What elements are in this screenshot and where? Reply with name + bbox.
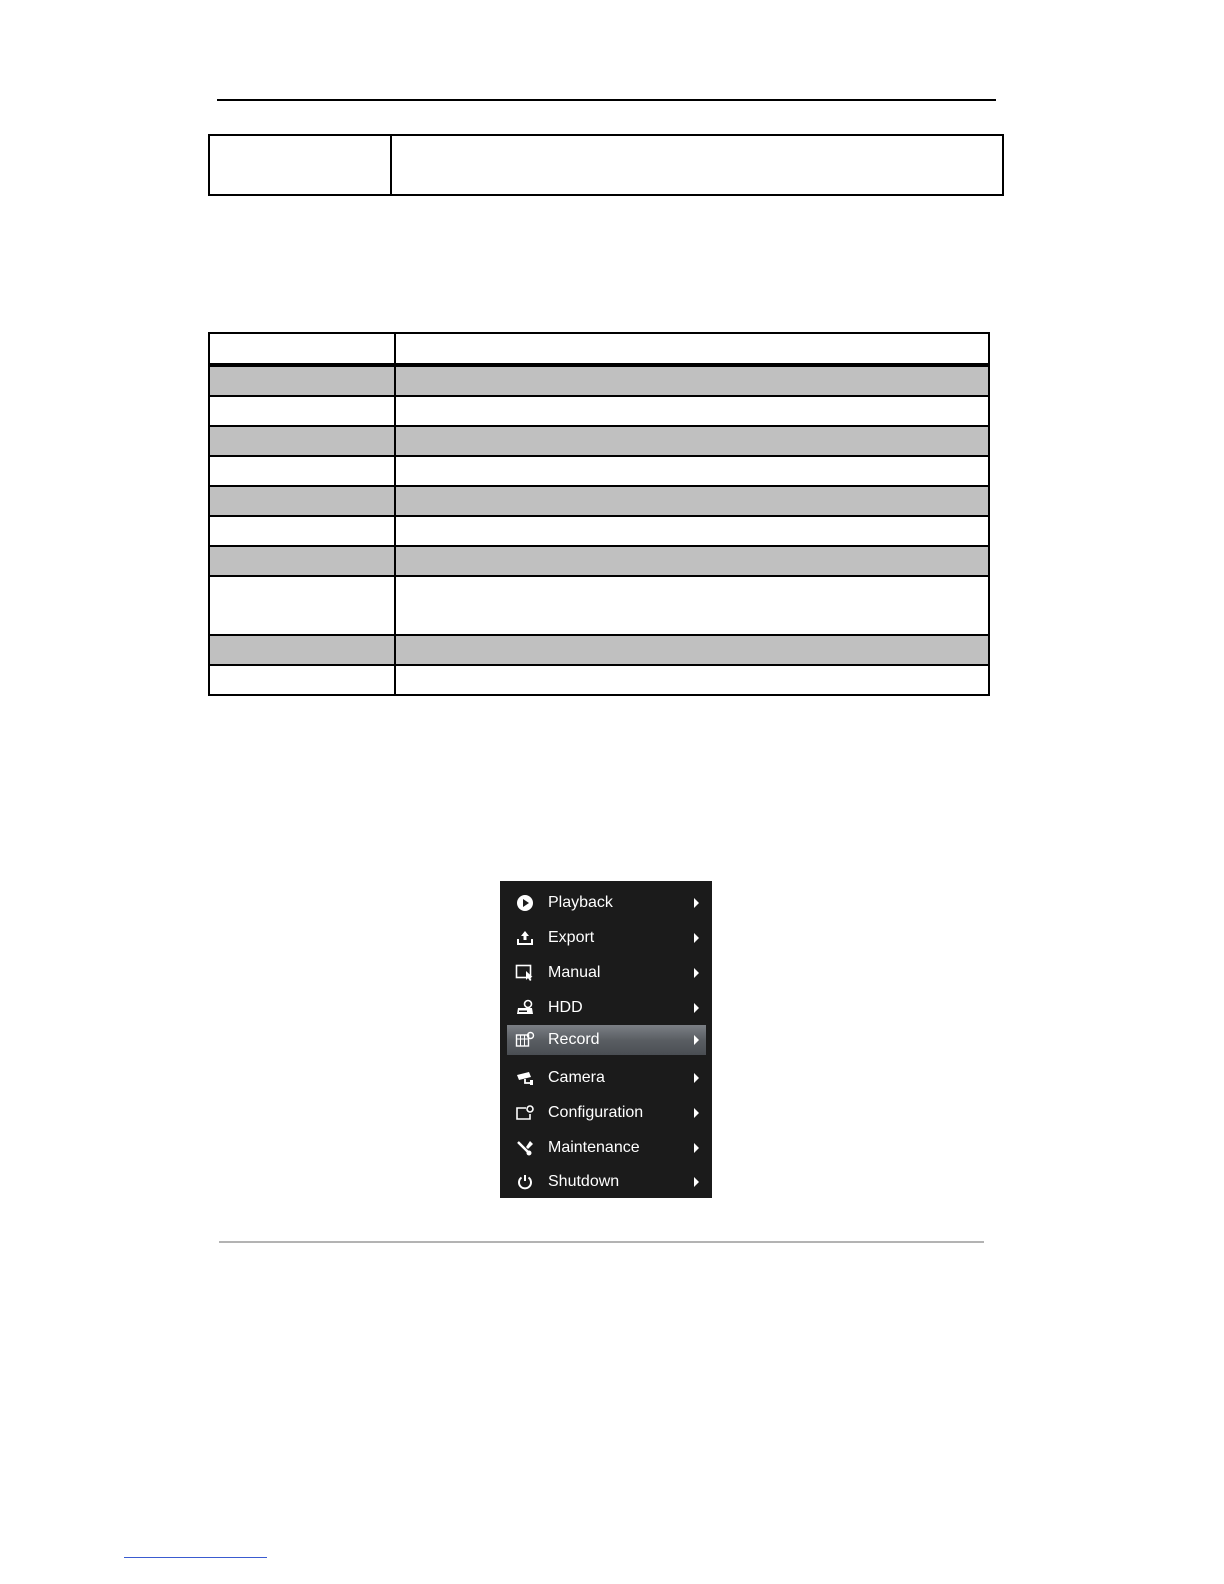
table-row [209, 665, 989, 695]
hdd-gear-icon [513, 998, 537, 1018]
chevron-right-icon [694, 1035, 699, 1045]
table-row [209, 396, 989, 426]
table-cell [395, 546, 989, 576]
top-table [208, 134, 1004, 196]
table-row [209, 365, 989, 396]
table-cell [395, 426, 989, 456]
table-cell [209, 396, 395, 426]
table-cell [209, 576, 395, 635]
table-header-row [209, 333, 989, 365]
menu-item-hdd[interactable] [507, 993, 706, 1023]
table-cell [209, 486, 395, 516]
menu-item-manual[interactable] [507, 958, 706, 988]
table-row [209, 546, 989, 576]
header-rule [217, 99, 996, 101]
upload-icon [513, 928, 537, 948]
main-menu [500, 881, 712, 1198]
table-cell [209, 546, 395, 576]
table-cell [395, 486, 989, 516]
table-cell [395, 635, 989, 665]
table-row [209, 456, 989, 486]
menu-item-label: Export [548, 929, 595, 946]
chevron-right-icon [694, 1073, 699, 1083]
play-circle-icon [513, 893, 537, 913]
chevron-right-icon [694, 1003, 699, 1013]
table-cell [395, 516, 989, 546]
table-cell [395, 576, 989, 635]
menu-item-label: Camera [548, 1069, 605, 1086]
main-table [208, 332, 990, 696]
table-cell [391, 135, 1003, 195]
manual-icon [513, 963, 537, 983]
table-cell [395, 396, 989, 426]
bottom-link-underline[interactable] [124, 1557, 267, 1558]
chevron-right-icon [694, 1143, 699, 1153]
configuration-icon [513, 1103, 537, 1123]
camera-icon [513, 1068, 537, 1088]
table-row [209, 486, 989, 516]
table-cell [209, 456, 395, 486]
table-cell [209, 635, 395, 665]
table-cell [209, 665, 395, 695]
menu-item-camera[interactable] [507, 1063, 706, 1093]
chevron-right-icon [694, 1108, 699, 1118]
chevron-right-icon [694, 1177, 699, 1187]
footer-rule [219, 1241, 984, 1243]
menu-item-label: Manual [548, 964, 601, 981]
table-row [209, 576, 989, 635]
table-cell [209, 516, 395, 546]
menu-item-export[interactable] [507, 923, 706, 953]
table-cell [209, 426, 395, 456]
table-cell [395, 665, 989, 695]
chevron-right-icon [694, 898, 699, 908]
table-cell [209, 333, 395, 365]
menu-item-shutdown[interactable] [507, 1167, 706, 1197]
menu-item-playback[interactable] [507, 888, 706, 918]
chevron-right-icon [694, 933, 699, 943]
table-cell [395, 456, 989, 486]
menu-item-label: Record [548, 1031, 600, 1048]
chevron-right-icon [694, 968, 699, 978]
menu-item-record[interactable] [507, 1025, 706, 1055]
menu-item-label: Shutdown [548, 1173, 620, 1190]
power-icon [513, 1172, 537, 1192]
menu-item-label: Configuration [548, 1104, 644, 1121]
menu-item-label: HDD [548, 999, 583, 1016]
table-row [209, 135, 1003, 195]
table-cell [395, 333, 989, 365]
wrench-icon [513, 1138, 537, 1158]
table-cell [209, 365, 395, 396]
menu-item-configuration[interactable] [507, 1098, 706, 1128]
table-cell [209, 135, 391, 195]
table-cell [395, 365, 989, 396]
table-row [209, 426, 989, 456]
table-row [209, 516, 989, 546]
table-row [209, 635, 989, 665]
menu-item-maintenance[interactable] [507, 1133, 706, 1163]
menu-item-label: Maintenance [548, 1139, 640, 1156]
menu-item-label: Playback [548, 894, 613, 911]
record-gear-icon [513, 1030, 537, 1050]
